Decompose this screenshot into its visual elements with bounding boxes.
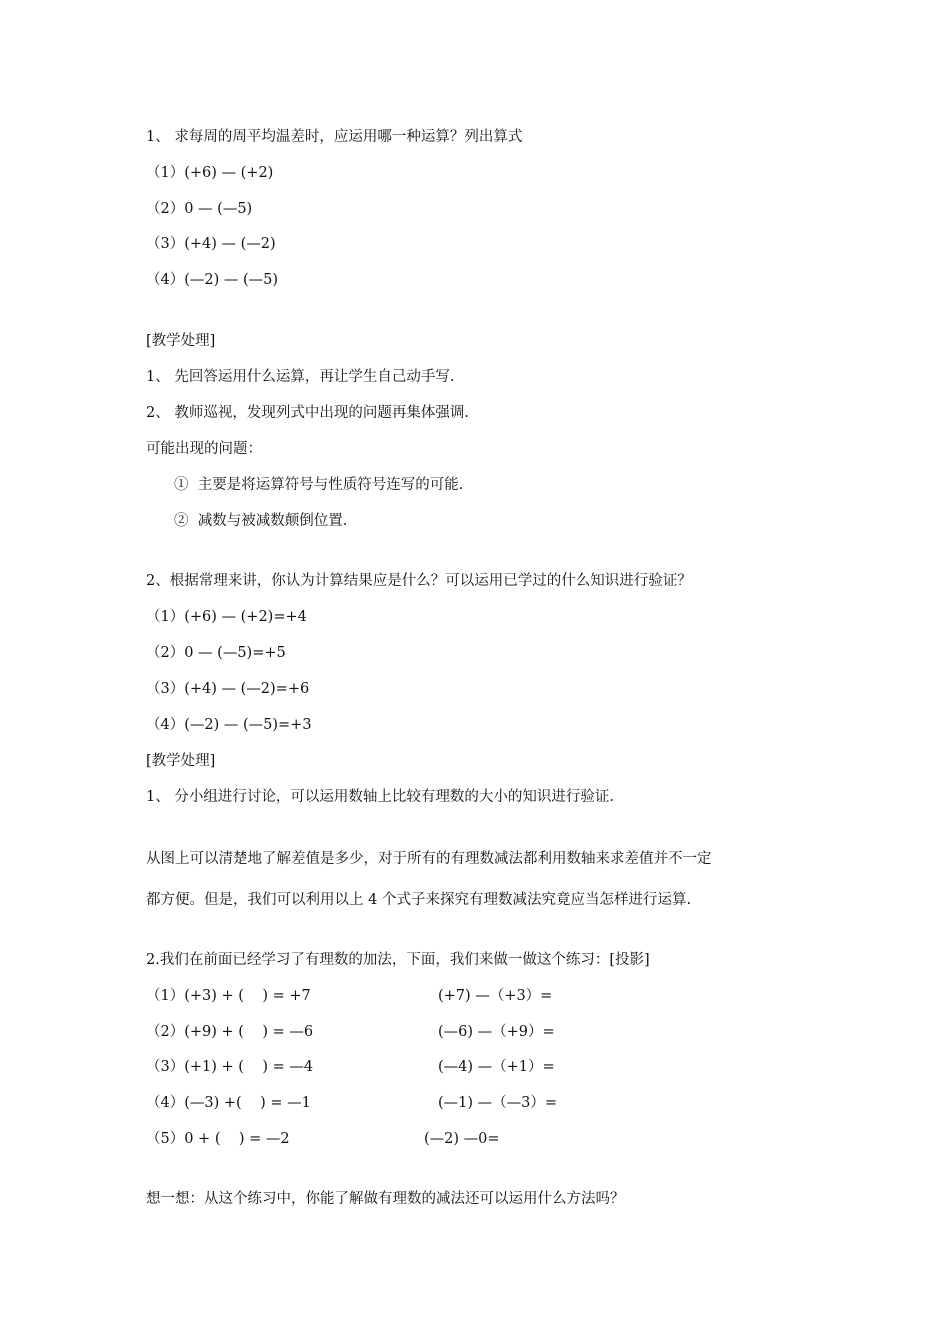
question-2-item-2: （2）0 — (—5)=+5 <box>146 645 286 661</box>
exercise-right-1: (+7) —（+3）= <box>438 988 553 1004</box>
problem-item-1: ① 主要是将运算符号与性质符号连写的可能. <box>174 477 464 493</box>
exercise-right-3: (—4) —（+1）= <box>438 1059 555 1075</box>
problem-item-2: ② 减数与被减数颠倒位置. <box>174 513 348 529</box>
exercise-right-2: (—6) —（+9）= <box>438 1024 555 1040</box>
teaching-step-2: 2、 教师巡视，发现列式中出现的问题再集体强调. <box>146 405 469 421</box>
teaching-step-1: 1、 先回答运用什么运算，再让学生自己动手写. <box>146 369 455 385</box>
paragraph-line-1: 从图上可以清楚地了解差值是多少，对于所有的有理数减法都利用数轴来求差值并不一定 <box>146 851 712 867</box>
teaching-2-step-1: 1、 分小组进行讨论，可以运用数轴上比较有理数的大小的知识进行验证. <box>146 789 614 805</box>
question-2-item-4: （4）(—2) — (—5)=+3 <box>146 717 312 733</box>
exercise-left-5: （5）0 + ( ) = —2 <box>146 1131 290 1147</box>
question-1-item-2: （2）0 — (—5) <box>146 201 253 217</box>
teaching-heading-1: [教学处理] <box>146 333 216 349</box>
question-2: 2、根据常理来讲，你认为计算结果应是什么？可以运用已学过的什么知识进行验证？ <box>146 573 692 589</box>
exercise-right-5: (—2) —0= <box>424 1131 500 1147</box>
question-2-item-3: （3）(+4) — (—2)=+6 <box>146 681 310 697</box>
exercise-left-1: （1）(+3) + ( ) = +7 <box>146 988 311 1004</box>
paragraph-line-2: 都方便。但是，我们可以利用以上 4 个式子来探究有理数减法究竟应当怎样进行运算. <box>146 892 692 908</box>
exercise-left-2: （2）(+9) + ( ) = —6 <box>146 1024 314 1040</box>
exercise-right-4: (—1) —（—3）= <box>438 1095 558 1111</box>
teaching-heading-2: [教学处理] <box>146 753 216 769</box>
question-2-item-1: （1）(+6) — (+2)=+4 <box>146 609 307 625</box>
exercise-left-4: （4）(—3) +( ) = —1 <box>146 1095 311 1111</box>
question-1-item-3: （3）(+4) — (—2) <box>146 236 276 252</box>
exercise-intro: 2.我们在前面已经学习了有理数的加法，下面，我们来做一做这个练习：[投影] <box>146 952 650 968</box>
question-1-item-4: （4）(—2) — (—5) <box>146 272 279 288</box>
question-1-item-1: （1）(+6) — (+2) <box>146 165 274 181</box>
exercise-left-3: （3）(+1) + ( ) = —4 <box>146 1059 314 1075</box>
problems-label: 可能出现的问题： <box>146 441 262 457</box>
question-1: 1、 求每周的周平均温差时，应运用哪一种运算？列出算式 <box>146 129 523 145</box>
think-prompt: 想一想：从这个练习中，你能了解做有理数的减法还可以运用什么方法吗？ <box>146 1191 625 1207</box>
